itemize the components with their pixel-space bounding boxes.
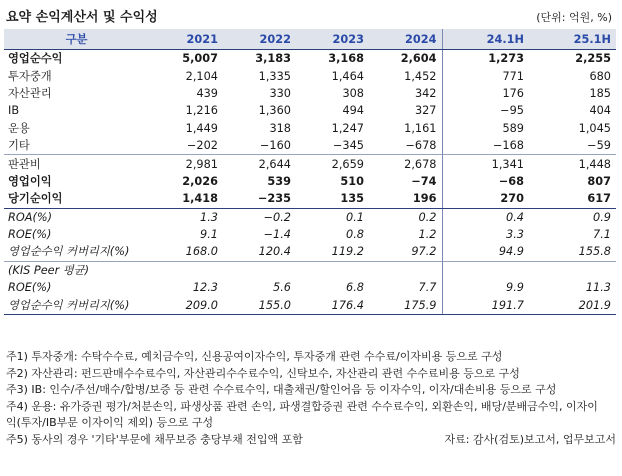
table-cell: 11.3 bbox=[585, 281, 611, 295]
row-label: 투자중개 bbox=[8, 69, 52, 83]
source-label: 자료: 감사(검토)보고서, 업무보고서 bbox=[444, 432, 616, 446]
table-row bbox=[4, 208, 616, 226]
table-cell: −74 bbox=[411, 174, 437, 188]
row-label: ROE(%) bbox=[8, 228, 52, 242]
table-cell: −235 bbox=[223, 190, 296, 208]
table-cell: 3,183 bbox=[255, 52, 291, 66]
table-body bbox=[4, 50, 616, 315]
table-cell: 191.7 bbox=[442, 296, 529, 314]
footnote: 주1) 투자중개: 수탁수수료, 예치금수익, 신용공여이자수익, 투자중개 관련 수수료/이자비용 등으로 구성 bbox=[6, 350, 503, 363]
table-cell: 1,273 bbox=[442, 50, 529, 68]
footnote: 주3) IB: 인수/주선/매수/합병/보증 등 관련 수수료수익, 대출채권/할인어음 등 이자수익, 이자/대손비용 등으로 구성 bbox=[6, 383, 557, 397]
table-row bbox=[4, 243, 616, 261]
table-cell: 3.3 bbox=[442, 226, 529, 243]
table-cell: 0.9 bbox=[593, 210, 611, 224]
footnote: 주5) 동사의 경우 '기타'부문에 채무보증 충당부채 전입액 포함 bbox=[6, 432, 303, 446]
table-cell: 5,007 bbox=[182, 52, 218, 66]
table-cell: 539 bbox=[267, 174, 291, 188]
table-cell: −168 bbox=[442, 137, 529, 155]
table-cell: 168.0 bbox=[185, 245, 218, 259]
table-cell: 2,659 bbox=[296, 155, 369, 173]
table-cell: 342 bbox=[414, 86, 437, 100]
table-cell: 439 bbox=[196, 86, 218, 100]
table-cell: 2,644 bbox=[223, 155, 296, 173]
table-cell: 589 bbox=[442, 120, 529, 137]
table-cell: 9.9 bbox=[442, 279, 529, 296]
column-header: 25.1H bbox=[529, 29, 616, 50]
table-cell: 1,360 bbox=[258, 104, 291, 118]
table-cell: 330 bbox=[269, 86, 291, 100]
table-cell: −95 bbox=[442, 102, 529, 119]
table-cell: 270 bbox=[442, 190, 529, 208]
table-cell: 2,104 bbox=[185, 69, 218, 83]
table-cell: 2,604 bbox=[400, 52, 437, 66]
table-cell: 94.9 bbox=[442, 243, 529, 261]
column-header: 2021 bbox=[150, 29, 223, 50]
row-label: 판관비 bbox=[4, 155, 150, 173]
footnotes bbox=[6, 349, 616, 449]
table-header-row bbox=[4, 29, 616, 50]
table-cell: −678 bbox=[405, 139, 437, 153]
row-label: 영업순수익 bbox=[8, 52, 63, 66]
table-cell: 1.2 bbox=[418, 228, 437, 242]
table-cell: 807 bbox=[587, 174, 611, 188]
row-label: 영업순수익 커버리지(%) bbox=[4, 296, 150, 314]
table-cell: 1,452 bbox=[404, 69, 437, 83]
column-header: 2023 bbox=[296, 29, 369, 50]
table-cell: 119.2 bbox=[331, 245, 364, 259]
table-cell: 494 bbox=[342, 104, 364, 118]
table-cell: 1,448 bbox=[529, 155, 616, 173]
table-row bbox=[4, 102, 616, 119]
table-cell: 1,449 bbox=[185, 121, 218, 135]
table-cell: 2,981 bbox=[150, 155, 223, 173]
table-row bbox=[4, 120, 616, 137]
table-cell bbox=[150, 261, 223, 279]
table-cell: 5.6 bbox=[273, 281, 291, 295]
table-row bbox=[4, 173, 616, 190]
column-header-label: 구분 bbox=[4, 29, 150, 50]
row-label: 자산관리 bbox=[8, 86, 52, 100]
table-row bbox=[4, 226, 616, 243]
table-row bbox=[4, 155, 616, 173]
row-label: (KIS Peer 평균) bbox=[4, 261, 150, 279]
table-cell: 3,168 bbox=[328, 52, 364, 66]
table-cell: 1,335 bbox=[258, 69, 291, 83]
table-cell: 12.3 bbox=[192, 281, 218, 295]
table-cell: −59 bbox=[587, 139, 611, 153]
table-row bbox=[4, 85, 616, 102]
table-cell: 404 bbox=[589, 104, 611, 118]
table-cell: 97.2 bbox=[411, 245, 437, 259]
table-cell: 1,161 bbox=[404, 121, 437, 135]
table-cell bbox=[442, 261, 529, 279]
table-cell bbox=[529, 261, 616, 279]
table-cell: 1,247 bbox=[331, 121, 364, 135]
table-cell: 327 bbox=[414, 104, 437, 118]
column-header: 2024 bbox=[369, 29, 442, 50]
table-cell: 155.0 bbox=[223, 296, 296, 314]
table-cell: 617 bbox=[529, 190, 616, 208]
table-cell: 1,464 bbox=[331, 69, 364, 83]
table-cell: 6.8 bbox=[346, 281, 364, 295]
row-label: 기타 bbox=[8, 139, 30, 153]
row-label: IB bbox=[8, 104, 20, 118]
table-cell: 209.0 bbox=[150, 296, 223, 314]
table-cell: 7.7 bbox=[418, 281, 437, 295]
table-cell: 1,341 bbox=[442, 155, 529, 173]
table-cell: 318 bbox=[269, 121, 291, 135]
table-row bbox=[4, 279, 616, 296]
row-label: ROA(%) bbox=[8, 210, 53, 224]
table-cell: 1,216 bbox=[185, 104, 218, 118]
table-cell: 2,255 bbox=[575, 52, 611, 66]
table-cell: −160 bbox=[259, 139, 291, 153]
table-row bbox=[4, 261, 616, 279]
table-cell: 185 bbox=[589, 86, 611, 100]
table-row bbox=[4, 190, 616, 208]
page-title: 요약 손익계산서 및 수익성 bbox=[6, 10, 158, 25]
row-label: 영업이익 bbox=[8, 174, 52, 188]
table-cell: −68 bbox=[442, 173, 529, 190]
row-label: ROE(%) bbox=[8, 281, 52, 295]
table-cell bbox=[369, 261, 442, 279]
table-cell: 9.1 bbox=[200, 228, 218, 242]
table-cell: 1,418 bbox=[150, 190, 223, 208]
table-cell: 771 bbox=[442, 67, 529, 84]
table-cell: 175.9 bbox=[369, 296, 442, 314]
table-cell: 196 bbox=[369, 190, 442, 208]
table-cell: 201.9 bbox=[529, 296, 616, 314]
table-cell: 135 bbox=[296, 190, 369, 208]
table-cell: 680 bbox=[589, 69, 611, 83]
table-cell: 1.3 bbox=[200, 210, 218, 224]
row-label: 영업순수익 커버리지(%) bbox=[8, 245, 130, 259]
table-cell: 2,026 bbox=[182, 174, 218, 188]
income-statement-table bbox=[4, 29, 616, 315]
table-cell: 0.2 bbox=[418, 210, 437, 224]
table-cell bbox=[223, 261, 296, 279]
table-cell: 1,045 bbox=[578, 121, 611, 135]
table-cell: 510 bbox=[340, 174, 364, 188]
table-cell: −202 bbox=[186, 139, 218, 153]
footnote: 주4) 운용: 유가증권 평가/처분손익, 파생상품 관련 손익, 파생결합증권 관련 수수료수익, 외환손익, 배당/분배금수익, 이자이 bbox=[6, 399, 598, 413]
table-cell: 7.1 bbox=[593, 228, 611, 242]
footnote-row bbox=[6, 432, 616, 449]
table-row bbox=[4, 296, 616, 314]
table-cell bbox=[296, 261, 369, 279]
table-cell: −1.4 bbox=[263, 228, 291, 242]
table-cell: 0.4 bbox=[442, 208, 529, 226]
unit-label: (단위: 억원, %) bbox=[536, 11, 612, 24]
table-cell: 0.1 bbox=[346, 210, 364, 224]
table-cell: 155.8 bbox=[578, 245, 611, 259]
table-cell: −345 bbox=[332, 139, 364, 153]
column-header: 2022 bbox=[223, 29, 296, 50]
table-cell: 2,678 bbox=[369, 155, 442, 173]
table-cell: 176.4 bbox=[296, 296, 369, 314]
footnote: 익(투자/IB부문 이자이익 제외) 등으로 구성 bbox=[6, 416, 214, 430]
table-cell: 176 bbox=[442, 85, 529, 102]
table-cell: 0.8 bbox=[346, 228, 364, 242]
table-row bbox=[4, 137, 616, 155]
table-cell: −0.2 bbox=[263, 210, 291, 224]
table-cell: 120.4 bbox=[258, 245, 291, 259]
table-row bbox=[4, 50, 616, 68]
footnote: 주2) 자산관리: 펀드판매수수료수익, 자산관리수수료수익, 신탁보수, 자산관리 관련 수수료비용 등으로 구성 bbox=[6, 366, 520, 380]
row-label: 당기순이익 bbox=[4, 190, 150, 208]
table-row bbox=[4, 67, 616, 84]
header bbox=[6, 4, 612, 26]
column-header: 24.1H bbox=[442, 29, 529, 50]
row-label: 운용 bbox=[8, 121, 30, 135]
table-cell: 308 bbox=[342, 86, 364, 100]
